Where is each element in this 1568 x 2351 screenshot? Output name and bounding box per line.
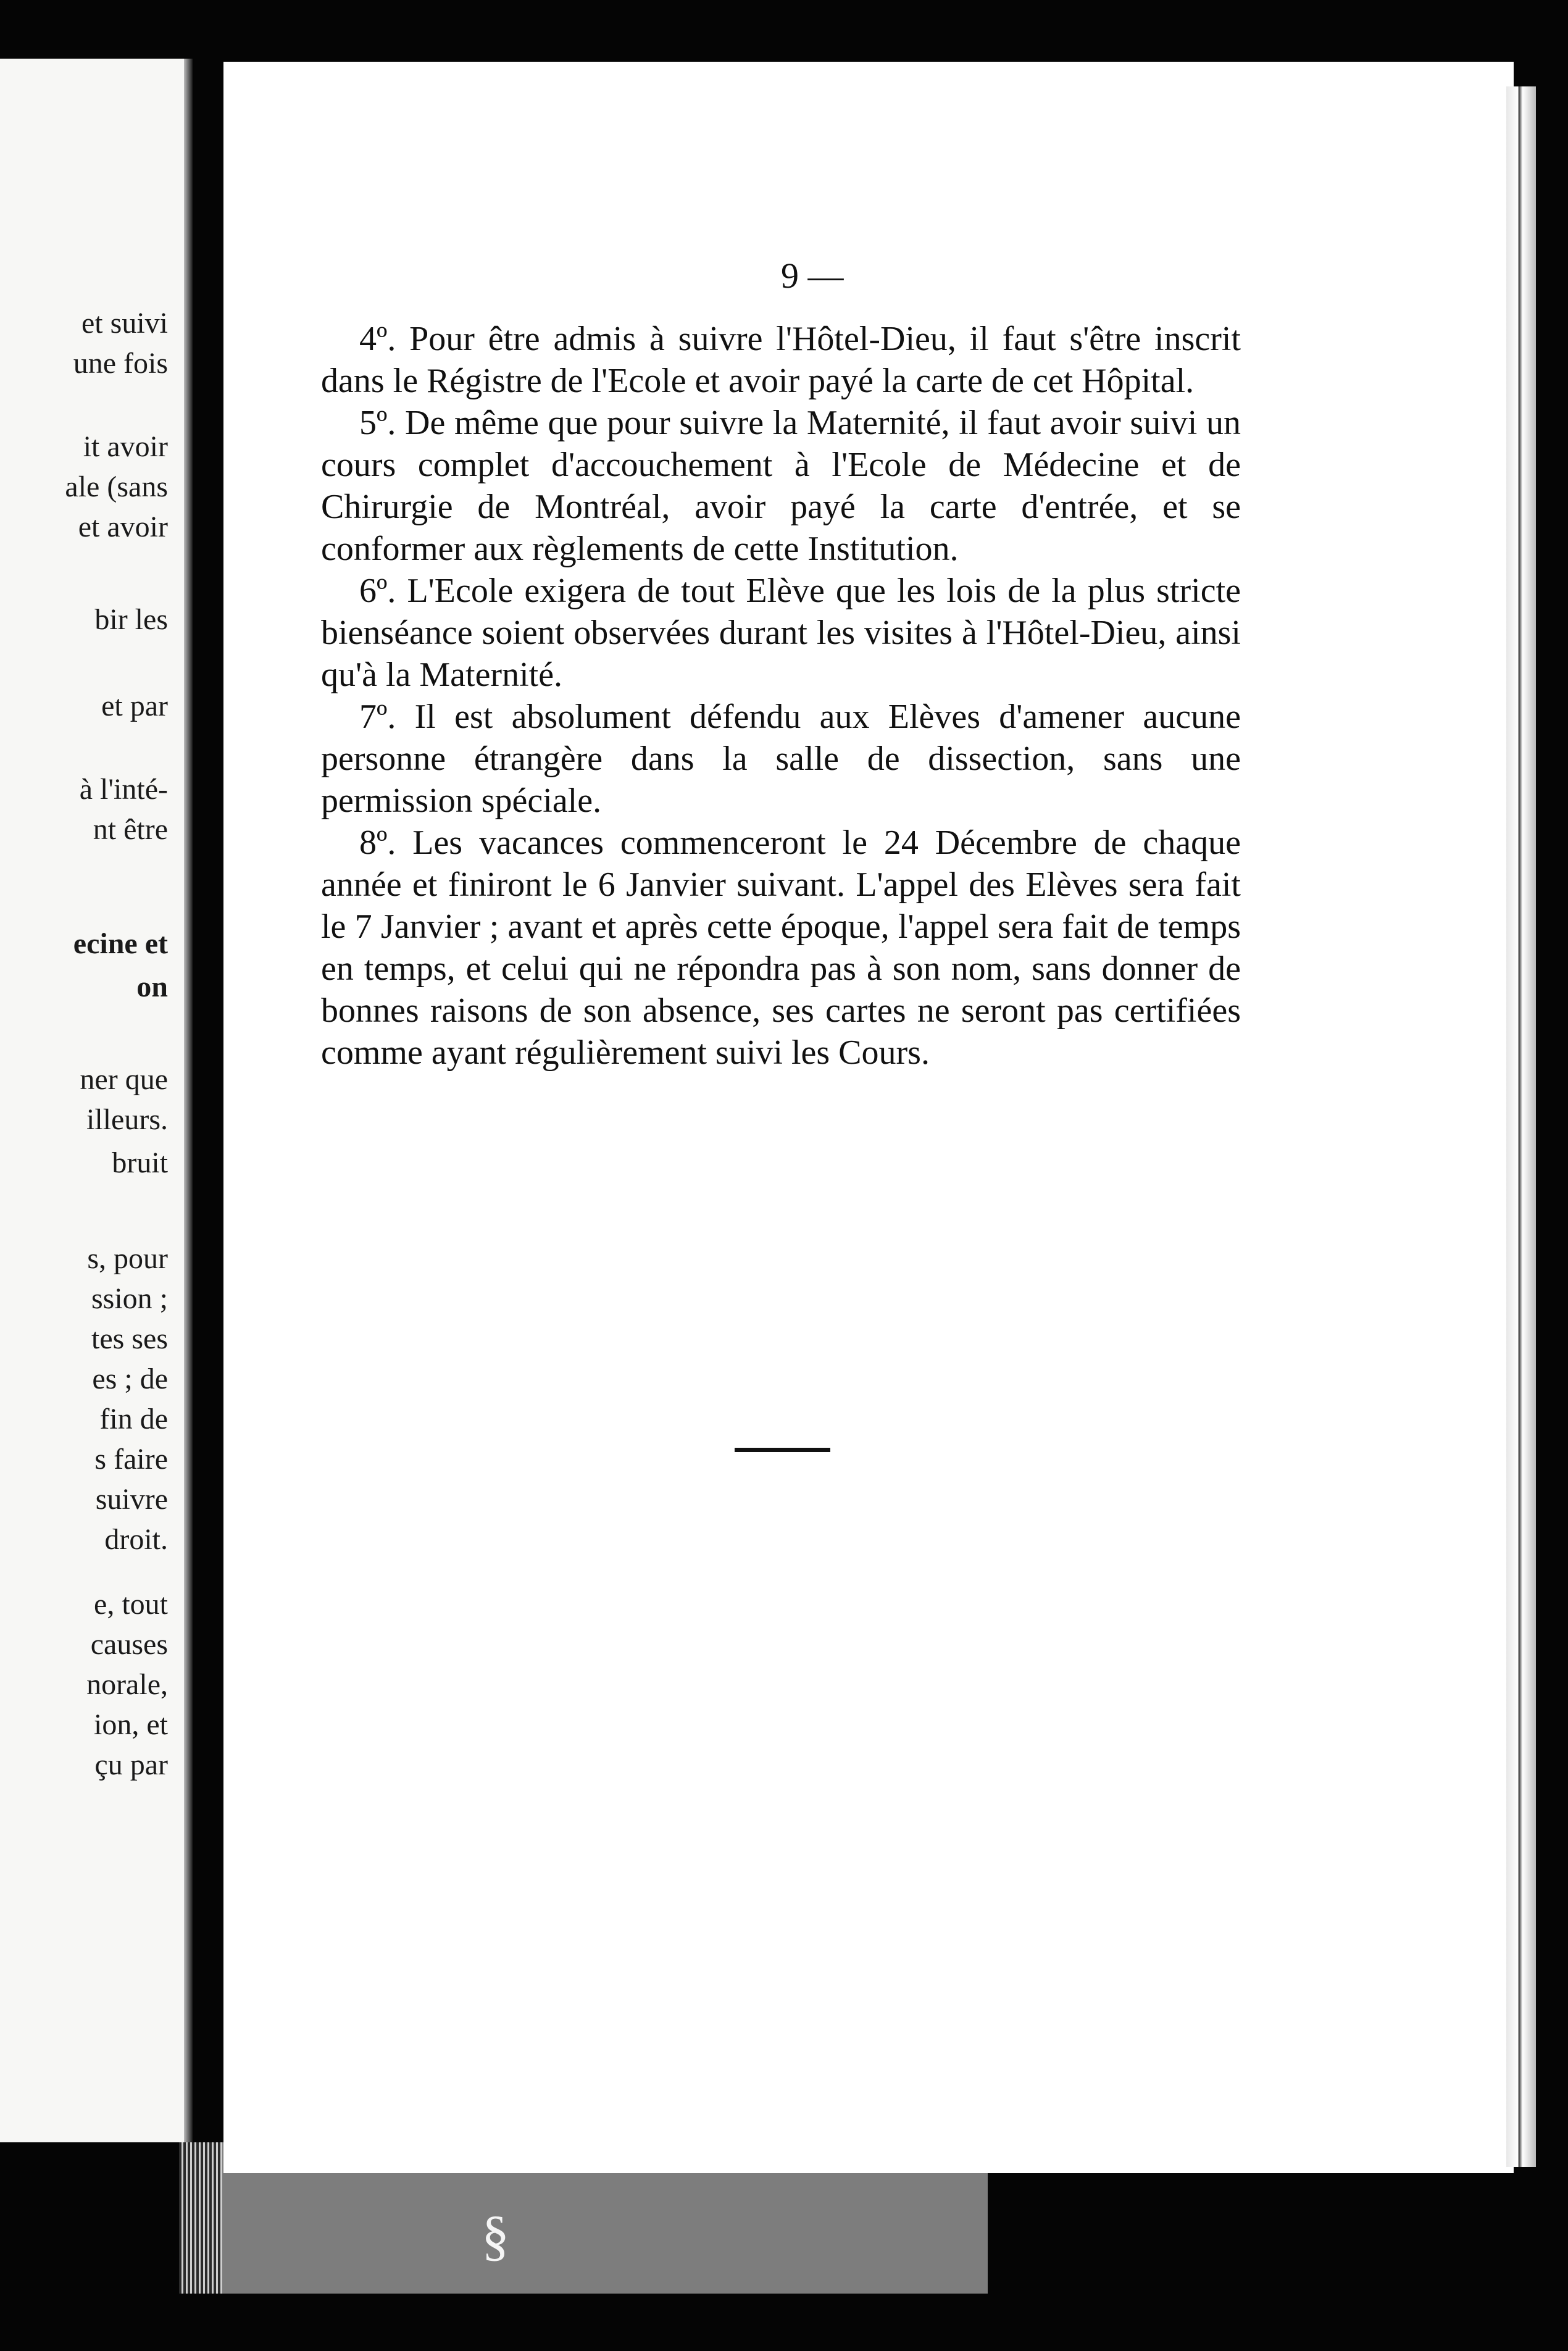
left-page-line: causes	[90, 1628, 168, 1661]
left-page-line: ner que	[80, 1063, 168, 1096]
article-paragraph: 7º. Il est absolument défendu aux Elèves d'amener aucune personne étrangère dans la salle de dissection, sans une permission spéciale.	[321, 698, 1241, 820]
left-page-line: et avoir	[78, 511, 168, 543]
left-page-line: ion, et	[94, 1708, 168, 1741]
left-page-line: illeurs.	[86, 1103, 168, 1136]
page-edge-shadow	[1506, 86, 1536, 2167]
left-page-line: à l'inté-	[79, 773, 168, 806]
library-stamp-icon: §	[482, 2205, 509, 2266]
left-page-line: et par	[101, 690, 168, 722]
left-facing-page	[0, 59, 193, 2142]
page-edges	[179, 2142, 222, 2294]
end-rule-divider	[735, 1448, 830, 1452]
left-page-line: çu par	[94, 1748, 168, 1781]
left-page-line: norale,	[86, 1668, 168, 1701]
left-page-line: it avoir	[83, 430, 168, 463]
left-page-line: nt être	[93, 813, 168, 846]
article-paragraph: 4º. Pour être admis à suivre l'Hôtel-Dieu, il faut s'être inscrit dans le Régistre de l'Ecole et avoir payé la carte de cet Hôpital.	[321, 320, 1241, 400]
article-paragraph: 5º. De même que pour suivre la Maternité, il faut avoir suivi un cours complet d'accouchement à l'Ecole de Médecine et de Chirurgie de Montréal, avoir payé la carte d'entrée, et se conformer aux règlements de cette Institution.	[321, 404, 1241, 568]
left-page-line: tes ses	[91, 1322, 168, 1355]
left-page-line: suivre	[95, 1483, 168, 1516]
article-paragraph: 8º. Les vacances commenceront le 24 Décembre de chaque année et finiront le 6 Janvier suivant. L'appel des Elèves sera fait le 7 Janvier ; avant et après cette époque, l'appel sera fait de temps en temps, et celui qui ne répondra pas à son nom, sans donner de bonnes raisons de son absence, ses cartes ne seront pas certifiées comme ayant régulièrement suivi les Cours.	[321, 824, 1241, 1072]
article-paragraph: 6º. L'Ecole exigera de tout Elève que les lois de la plus stricte bienséance soient observées durant les visites à l'Hôtel-Dieu, ainsi qu'à la Maternité.	[321, 572, 1241, 694]
page-number: 9 —	[781, 256, 844, 296]
left-page-line: bir les	[94, 603, 168, 636]
left-page-line: droit.	[104, 1523, 168, 1556]
left-page-line: on	[136, 971, 168, 1003]
left-page-line: es ; de	[92, 1363, 168, 1395]
left-page-line: bruit	[112, 1146, 168, 1179]
left-page-line: ssion ;	[91, 1282, 168, 1315]
left-page-line: s, pour	[87, 1242, 168, 1275]
left-page-line: ale (sans	[65, 470, 168, 503]
left-page-line: s faire	[94, 1443, 168, 1476]
left-page-line: et suivi	[81, 307, 168, 340]
left-page-line: fin de	[99, 1403, 168, 1435]
page-gutter	[184, 59, 193, 2142]
left-page-line: e, tout	[94, 1588, 168, 1621]
page-body	[321, 318, 1241, 1074]
left-page-line: ecine et	[73, 927, 168, 960]
left-page-line: une fois	[73, 347, 168, 380]
